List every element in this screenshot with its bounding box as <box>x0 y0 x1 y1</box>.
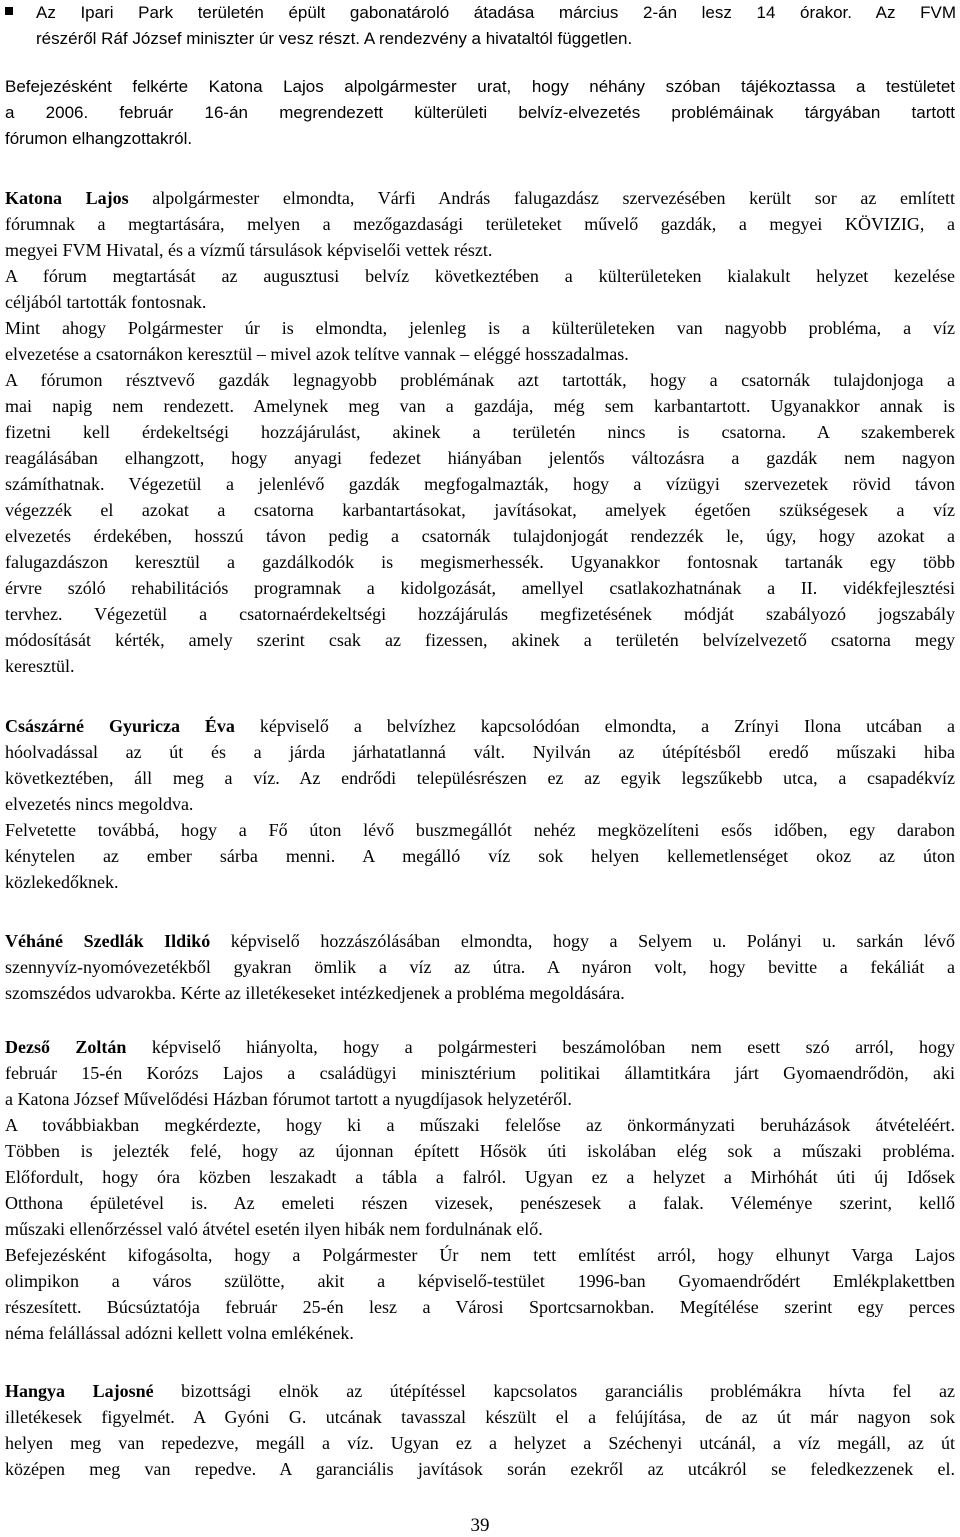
bullet-square-icon <box>5 7 13 15</box>
text-line: mai napig nem rendezett. Amelynek meg van a gazdája, még sem karbantartott. Ugyanakkor annak is <box>5 396 955 416</box>
text-line: reagálásában elhangzott, hogy anyagi fedezet hiányában jelentős változásra a gazdák nem nagyon <box>5 448 955 468</box>
text-line: kénytelen az ember sárba menni. A megálló víz sok helyen kellemetlenséget okoz az úton <box>5 846 955 866</box>
text-line: néma felállással adózni kellett volna emlékének. <box>5 1323 354 1343</box>
text-line: elvezetés nincs megoldva. <box>5 794 194 814</box>
text-fragment: képviselő hiányolta, hogy a polgármesteri beszámolóban nem esett szó arról, hogy <box>126 1037 955 1057</box>
text-fragment: képviselő hozzászólásában elmondta, hogy a Selyem u. Polányi u. sarkán lévő <box>210 931 955 951</box>
text-line: céljából tartották fontosnak. <box>5 292 207 312</box>
page-number: 39 <box>470 1515 490 1536</box>
text-line: A fórum megtartását az augusztusi belvíz következtében a külterületeken kialakult helyzet kezelése <box>5 266 955 286</box>
text-line: A fórumon résztvevő gazdák legnagyobb problémának azt tartották, hogy a csatornák tulajdonjoga a <box>5 370 955 390</box>
paragraph-hangya <box>5 1378 955 1482</box>
text-line: Befejezésként kifogásolta, hogy a Polgármester Úr nem tett említést arról, hogy elhunyt Varga Lajos <box>5 1245 955 1265</box>
text-line: szennyvíz-nyomóvezetékből gyakran ömlik a víz az útra. A nyáron volt, hogy bevitte a fekáliát a <box>5 957 955 977</box>
speaker-name: Császárné Gyuricza Éva <box>5 716 235 736</box>
text-line: a Katona József Művelődési Házban fórumot tartott a nyugdíjasok helyzetéről. <box>5 1089 572 1109</box>
text-line: elvezetése a csatornákon keresztül – mivel azok telítve vannak – eléggé hosszadalmas. <box>5 344 629 364</box>
text-line: Mint ahogy Polgármester úr is elmondta, jelenleg is a külterületeken van nagyobb probléma, a víz <box>5 318 955 338</box>
text-line: olimpikon a város szülötte, akit a képviselő-testület 1996-ban Gyomaendrődért Emlékplakettben <box>5 1271 955 1291</box>
text-line: tervhez. Végezetül a csatornaérdekeltségi hozzájárulás megfizetésének módját szabályozó jogszabály <box>5 604 955 624</box>
text-fragment: bizottsági elnök az útépítéssel kapcsolatos garanciális problémákra hívta fel az <box>153 1381 955 1401</box>
text-line: végezzék el azokat a csatorna karbantartásokat, javításokat, amelyek égetően szükségesek a víz <box>5 500 955 520</box>
text-line: Többen is jelezték felé, hogy az újonnan épített Hősök úti iskolában elég sok a műszaki probléma. <box>5 1141 955 1161</box>
text-line: műszaki ellenőrzéssel való átvétel esetén ilyen hibák nem fordulnának elő. <box>5 1219 543 1239</box>
text-fragment: képviselő a belvízhez kapcsolódóan elmondta, a Zrínyi Ilona utcában a <box>234 716 956 736</box>
text-line: keresztül. <box>5 656 75 676</box>
text-line: megyei FVM Hivatal, és a vízmű társulások képviselői vettek részt. <box>5 240 493 260</box>
text-line: a 2006. február 16-án megrendezett külterületi belvíz-elvezetés problémáinak tárgyában tartott <box>5 103 955 122</box>
paragraph-katona <box>5 185 955 679</box>
paragraph-csaszarne <box>5 713 955 895</box>
text-line: hóolvadással az út és a járda járhatatlanná vált. Nyilván az útépítésből eredő műszaki hiba <box>5 742 955 762</box>
speaker-name: Dezső Zoltán <box>5 1037 127 1057</box>
text-line: falugazdászon keresztül a gazdálkodók is megismerhessék. Ugyanakkor fontosnak tartanák egy több <box>5 552 955 572</box>
text-line: Felvetette továbbá, hogy a Fő úton lévő buszmegállót nehéz megközelíteni esős időben, egy darabon <box>5 820 955 840</box>
text-line: részéről Ráf József miniszter úr vesz részt. A rendezvény a hivataltól független. <box>36 29 633 48</box>
text-line: Befejezésként felkérte Katona Lajos alpolgármester urat, hogy néhány szóban tájékoztassa a testületet <box>5 77 955 96</box>
text-line: A továbbiakban megkérdezte, hogy ki a műszaki felelőse az önkormányzati beruházások átvételéért. <box>5 1115 955 1135</box>
text-line: érvre szóló rehabilitációs programnak a kidolgozását, amellyel csatlakozhatnának a II. vidékfejlesztési <box>5 578 955 598</box>
text-line: részesített. Búcsúztatója február 25-én lesz a Városi Sportcsarnokban. Megítélése szerint egy perces <box>5 1297 955 1317</box>
text-line: Otthona épületével is. Az emeleti részen vizesek, penészesek a falak. Véleménye szerint, kellő <box>5 1193 955 1213</box>
speaker-name: Katona Lajos <box>5 188 129 208</box>
speaker-name: Hangya Lajosné <box>5 1381 154 1401</box>
text-line: fórumnak a megtartására, melyen a mezőgazdasági területeket művelő gazdák, a megyei KÖVIZIG, a <box>5 214 955 234</box>
text-line: Az Ipari Park területén épült gabonatároló átadása március 2-án lesz 14 órakor. Az FVM <box>36 3 956 22</box>
speaker-name: Véháné Szedlák Ildikó <box>5 931 211 951</box>
text-line: helyen meg van repedezve, megáll a víz. Ugyan ez a helyzet a Széchenyi utcánál, a víz megáll, az út <box>5 1433 955 1453</box>
text-line: középen meg van repedve. A garanciális javítások során ezekről az utcákról se feledkezzenek el. <box>5 1459 955 1479</box>
text-line: Előfordult, hogy óra közben leszakadt a tábla a falról. Ugyan ez a helyzet a Mirhóhát úti új Idősek <box>5 1167 955 1187</box>
text-line: elvezetés érdekében, hosszú távon pedig a csatornák tulajdonjogát rendezzék le, úgy, hogy azokat a <box>5 526 955 546</box>
text-line: számíthatnak. Végezetül a jelenlévő gazdák megfogalmazták, hogy a vízügyi szervezetek rövid távon <box>5 474 955 494</box>
text-line: közlekedőknek. <box>5 872 119 892</box>
text-line: szomszédos udvarokba. Kérte az illetékeseket intézkedjenek a probléma megoldására. <box>5 983 625 1003</box>
text-line: illetékesek figyelmét. A Gyóni G. utcának tavasszal készült el a felújítása, de az út már nagyon sok <box>5 1407 955 1427</box>
text-line: következtében, áll meg a víz. Az endrődi településrészen ez az egyik legszűkebb utca, a csapadékvíz <box>5 768 955 788</box>
text-line: fórumon elhangzottakról. <box>5 129 193 148</box>
text-line: fizetni kell érdekeltségi hozzájárulást, akinek a területén nincs is csatorna. A szakemberek <box>5 422 955 442</box>
bullet-text <box>36 0 956 52</box>
paragraph-closing-request <box>5 74 955 152</box>
text-line: február 15-én Korózs Lajos a családügyi minisztérium politikai államtitkára járt Gyomaendrődön, aki <box>5 1063 955 1083</box>
paragraph-vehane <box>5 928 955 1006</box>
text-fragment: alpolgármester elmondta, Várfi András falugazdász szervezésében került sor az említett <box>128 188 955 208</box>
paragraph-dezso <box>5 1034 955 1346</box>
text-line: módosítását kérték, amely szerint csak az fizessen, akinek a területén belvízelvezető csatorna megy <box>5 630 955 650</box>
